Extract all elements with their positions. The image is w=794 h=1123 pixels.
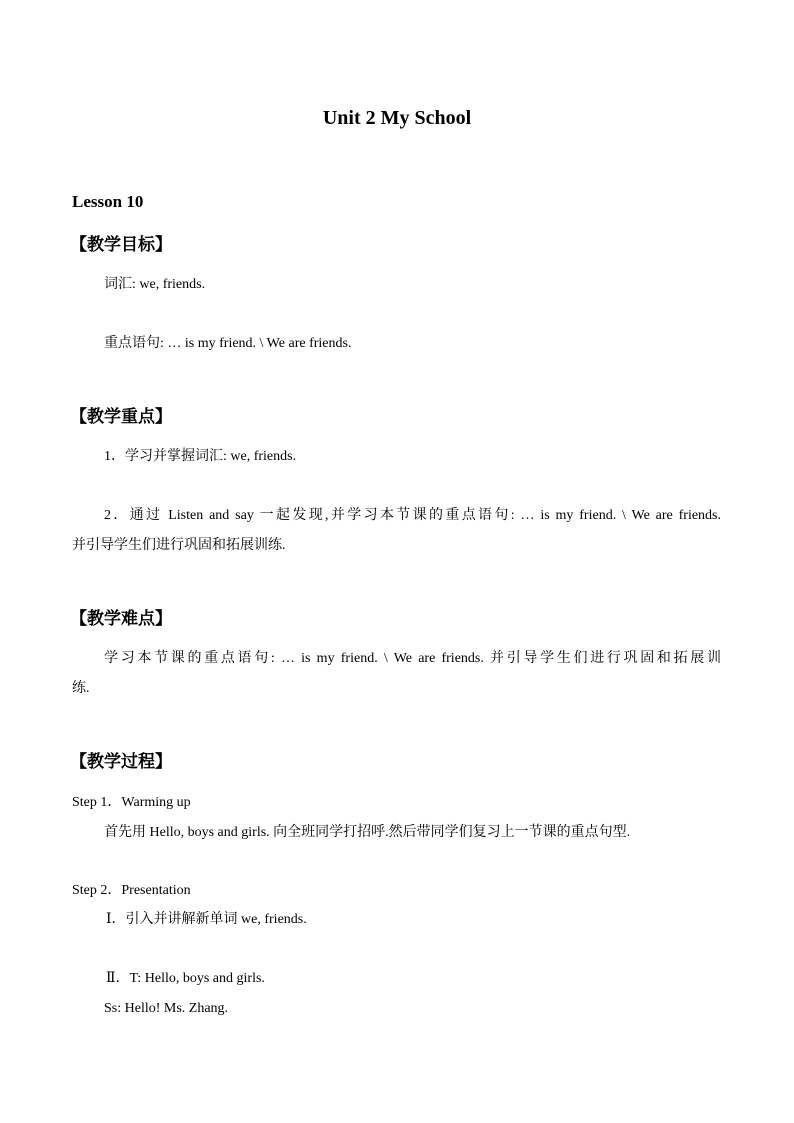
difficulties-line-2: 练. [72, 681, 90, 696]
step-2-title: Step 2．Presentation [72, 883, 191, 898]
key-points-heading: 【教学重点】 [70, 407, 172, 427]
lesson-label: Lesson 10 [72, 192, 144, 211]
difficulties-heading: 【教学难点】 [70, 609, 172, 629]
process-heading: 【教学过程】 [70, 752, 172, 772]
step-2-item-i: Ⅰ．引入并讲解新单词 we, friends. [106, 912, 307, 927]
key-points-item-2-line-2: 并引导学生们进行巩固和拓展训练. [72, 538, 286, 553]
key-points-item-1: 1．学习并掌握词汇: we, friends. [104, 449, 297, 464]
step-1-text: 首先用 Hello, boys and girls. 向全班同学打招呼.然后带同学们复习上一节课的重点句型. [104, 825, 631, 840]
page-title: Unit 2 My School [322, 107, 472, 129]
step-2-students-reply: Ss: Hello! Ms. Zhang. [104, 1001, 229, 1016]
step-1-title: Step 1．Warming up [72, 795, 191, 810]
difficulties-line-1: 学习本节课的重点语句: … is my friend. \ We are friends. 并引导学生们进行巩固和拓展训 [104, 651, 721, 666]
objectives-sentences: 重点语句: … is my friend. \ We are friends. [104, 336, 352, 351]
objectives-vocab: 词汇: we, friends. [104, 277, 206, 292]
key-points-item-2-line-1: 2．通过 Listen and say 一起发现,并学习本节课的重点语句: … is my friend. \ We are friends. [104, 508, 721, 523]
objectives-heading: 【教学目标】 [70, 235, 172, 255]
step-2-item-ii: Ⅱ．T: Hello, boys and girls. [106, 971, 265, 986]
